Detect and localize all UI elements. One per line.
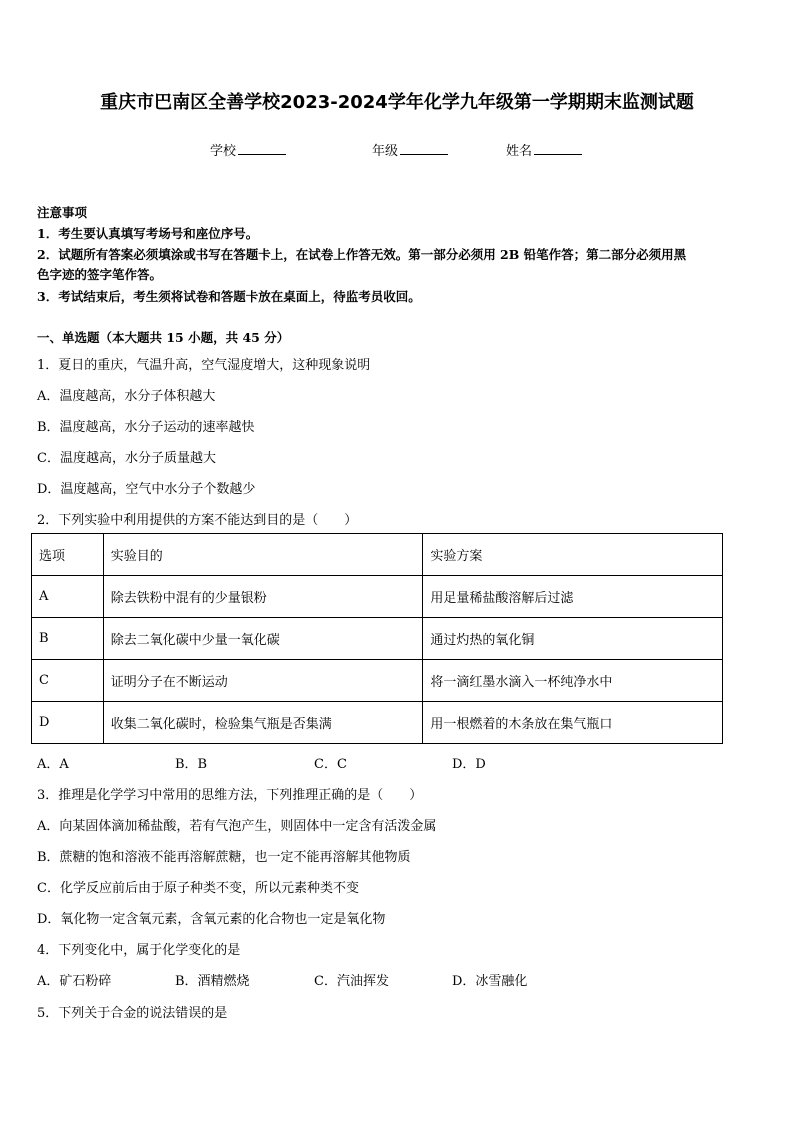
notice-item: 色字迹的签字笔作答。 [37,267,163,282]
question-1-option-d: D．温度越高，空气中水分子个数越少 [37,482,256,497]
table-cell: 收集二氧化碳时，检验集气瓶是否集满 [103,702,423,744]
grade-blank[interactable] [400,141,448,155]
table-cell: A [32,576,104,618]
question-4-option-d: D．冰雪融化 [452,974,528,989]
table-cell: C [32,660,104,702]
question-1-option-c: C．温度越高，水分子质量越大 [37,451,216,466]
table-cell: 用足量稀盐酸溶解后过滤 [423,576,723,618]
question-1-option-b: B．温度越高，水分子运动的速率越快 [37,420,255,435]
table-cell: 将一滴红墨水滴入一杯纯净水中 [423,660,723,702]
school-field [210,140,286,159]
table-row [32,618,723,660]
table-row [32,576,723,618]
table-row [32,660,723,702]
question-4-stem: 4．下列变化中，属于化学变化的是 [37,943,241,958]
notice-item: 2．试题所有答案必须填涂或书写在答题卡上，在试卷上作答无效。第一部分必须用 2B 铅笔作答；第二部分必须用黑 [37,247,687,262]
table-row [32,702,723,744]
table-cell: D [32,702,104,744]
page-title: 重庆市巴南区全善学校2023-2024学年化学九年级第一学期期末监测试题 [100,92,694,113]
table-cell: 通过灼热的氧化铜 [423,618,723,660]
question-1-option-a: A．温度越高，水分子体积越大 [37,389,216,404]
question-2-options [37,753,757,771]
table-header-cell: 实验方案 [423,534,723,576]
question-3-stem: 3．推理是化学学习中常用的思维方法，下列推理正确的是（ ） [37,788,423,803]
question-1-stem: 1．夏日的重庆，气温升高，空气湿度增大，这种现象说明 [37,358,371,373]
student-info-fields [0,140,794,160]
question-3-option-c: C．化学反应前后由于原子种类不变，所以元素种类不变 [37,881,359,896]
question-4-option-c: C．汽油挥发 [314,974,389,989]
name-blank[interactable] [534,141,582,155]
name-label: 姓名 [506,144,533,159]
table-header-row [32,534,723,576]
question-3-option-a: A．向某固体滴加稀盐酸，若有气泡产生，则固体中一定含有活泼金属 [37,819,437,834]
question-5-stem: 5．下列关于合金的说法错误的是 [37,1006,228,1021]
table-cell: 除去铁粉中混有的少量银粉 [103,576,423,618]
notice-item: 1．考生要认真填写考场号和座位序号。 [37,226,259,241]
table-cell: B [32,618,104,660]
question-2-option-b: B．B [175,757,208,772]
question-2-option-a: A．A [37,757,69,772]
question-4-option-a: A．矿石粉碎 [37,974,112,989]
grade-field [372,140,448,159]
question-3-option-d: D．氧化物一定含氧元素，含氧元素的化合物也一定是氧化物 [37,912,386,927]
question-2-stem: 2．下列实验中利用提供的方案不能达到目的是（ ） [37,513,358,528]
question-4-options [37,970,757,988]
school-label: 学校 [210,144,237,159]
question-2-table [31,533,723,744]
grade-label: 年级 [372,144,399,159]
question-4-option-b: B．酒精燃烧 [175,974,250,989]
section-heading: 一、单选题（本大题共 15 小题，共 45 分） [37,330,290,345]
table-header-cell: 实验目的 [103,534,423,576]
table-header-cell: 选项 [32,534,104,576]
question-3-option-b: B．蔗糖的饱和溶液不能再溶解蔗糖，也一定不能再溶解其他物质 [37,850,411,865]
table-cell: 除去二氧化碳中少量一氧化碳 [103,618,423,660]
question-2-option-c: C．C [314,757,347,772]
notice-heading: 注意事项 [37,205,88,220]
question-2-option-d: D．D [452,757,486,772]
name-field [506,140,582,159]
notice-item: 3．考试结束后，考生须将试卷和答题卡放在桌面上，待监考员收回。 [37,289,421,304]
table-cell: 证明分子在不断运动 [103,660,423,702]
school-blank[interactable] [238,141,286,155]
table-cell: 用一根燃着的木条放在集气瓶口 [423,702,723,744]
